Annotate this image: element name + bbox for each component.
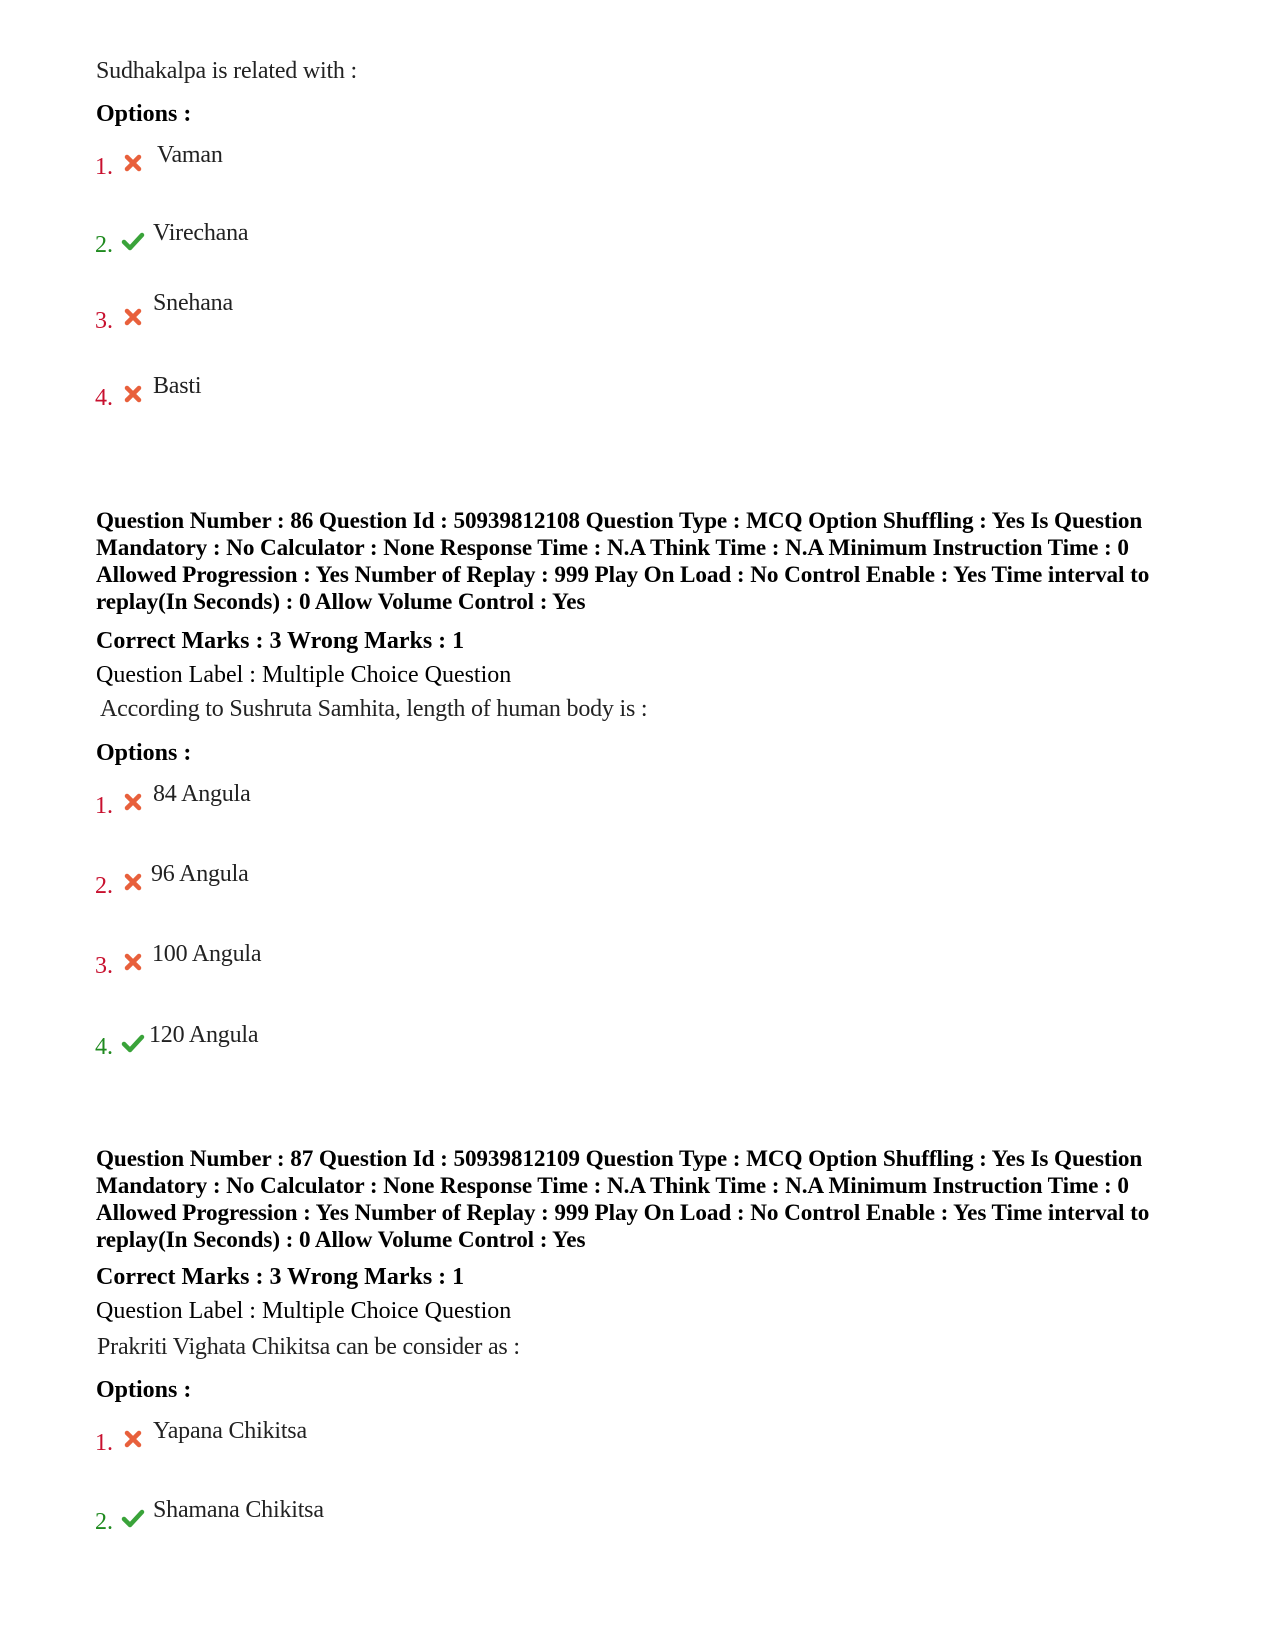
option-number: 3. (95, 308, 113, 334)
cross-icon (121, 791, 145, 813)
check-icon (121, 1507, 145, 1529)
option-number: 2. (95, 873, 113, 899)
cross-icon (121, 152, 145, 174)
option-text: 120 Angula (149, 1022, 259, 1048)
check-icon (121, 1032, 145, 1054)
option-text: Shamana Chikitsa (153, 1497, 324, 1523)
option-number: 2. (95, 232, 113, 258)
option-item (95, 290, 695, 336)
question-text: According to Sushruta Samhita, length of human body is : (100, 696, 648, 722)
check-icon (121, 230, 145, 252)
question-text: Sudhakalpa is related with : (96, 58, 358, 84)
option-item (95, 781, 695, 821)
marks-line: Correct Marks : 3 Wrong Marks : 1 (96, 628, 465, 654)
option-item (95, 220, 695, 260)
cross-icon (121, 306, 145, 328)
option-item (95, 1022, 695, 1062)
option-number: 3. (95, 953, 113, 979)
options-heading: Options : (96, 1377, 192, 1403)
option-item (95, 1418, 695, 1458)
question-label: Question Label : Multiple Choice Question (96, 1298, 512, 1324)
question-meta: Question Number : 86 Question Id : 50939812108 Question Type : MCQ Option Shuffling : Yes Is Question Mandatory : No Calculator : None Response Time : N.A Think Time : N.A Minimum Instruction Time : 0 Allowed Progression : Yes Number of Replay : 999 Play On Load : No Control Enable : Yes Time interval to replay(In Seconds) : 0 Allow Volume Control : Yes (96, 508, 1150, 615)
options-heading: Options : (96, 101, 192, 127)
option-text: 96 Angula (151, 861, 249, 887)
option-item (95, 861, 695, 901)
cross-icon (121, 871, 145, 893)
option-number: 1. (95, 793, 113, 819)
question-text: Prakriti Vighata Chikitsa can be consider as : (97, 1334, 520, 1360)
cross-icon (121, 951, 145, 973)
option-number: 1. (95, 154, 113, 180)
question-label: Question Label : Multiple Choice Question (96, 662, 512, 688)
cross-icon (121, 383, 145, 405)
option-text: 100 Angula (152, 941, 262, 967)
question-meta: Question Number : 87 Question Id : 50939812109 Question Type : MCQ Option Shuffling : Yes Is Question Mandatory : No Calculator : None Response Time : N.A Think Time : N.A Minimum Instruction Time : 0 Allowed Progression : Yes Number of Replay : 999 Play On Load : No Control Enable : Yes Time interval to replay(In Seconds) : 0 Allow Volume Control : Yes (96, 1146, 1150, 1253)
option-text: 84 Angula (153, 781, 251, 807)
options-heading: Options : (96, 740, 192, 766)
option-item (95, 142, 695, 182)
option-text: Vaman (157, 142, 223, 168)
option-item (95, 941, 695, 981)
option-text: Virechana (153, 220, 249, 246)
option-item (95, 1497, 695, 1537)
option-number: 1. (95, 1430, 113, 1456)
marks-line: Correct Marks : 3 Wrong Marks : 1 (96, 1264, 465, 1290)
option-text: Basti (153, 373, 202, 399)
option-number: 2. (95, 1509, 113, 1535)
cross-icon (121, 1428, 145, 1450)
option-text: Snehana (153, 290, 233, 316)
option-item (95, 373, 695, 413)
option-text: Yapana Chikitsa (153, 1418, 307, 1444)
option-number: 4. (95, 385, 113, 411)
option-number: 4. (95, 1034, 113, 1060)
